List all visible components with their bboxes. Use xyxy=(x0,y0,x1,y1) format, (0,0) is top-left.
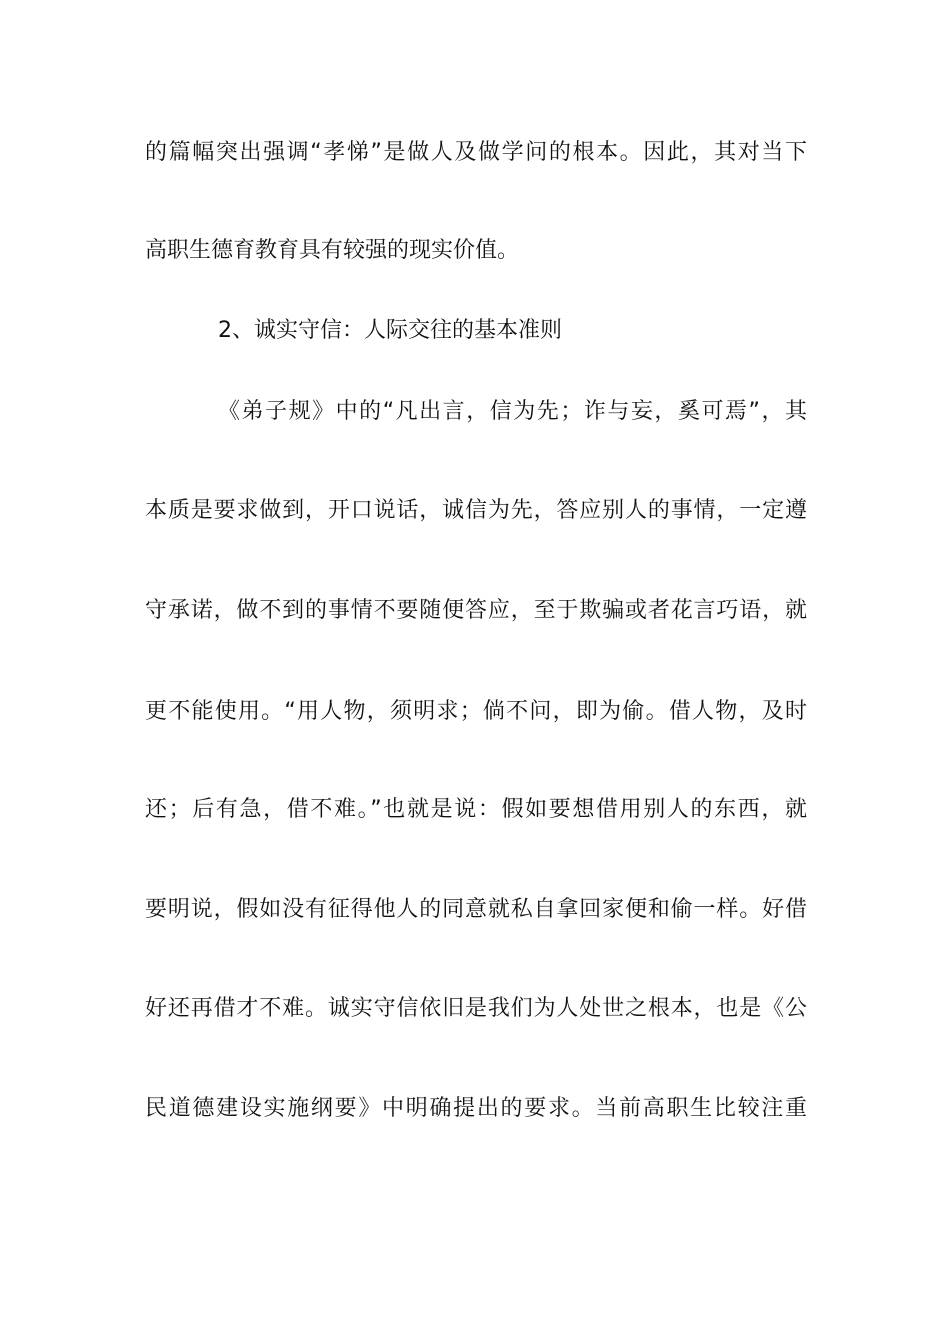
body-line: 好还再借才不难。诚实守信依旧是我们为人处世之根本，也是《公 xyxy=(145,996,807,1021)
body-line: 还；后有急，借不难。”也就是说：假如要想借用别人的东西，就 xyxy=(145,797,807,822)
section-heading: 2、诚实守信：人际交往的基本准则 xyxy=(218,318,562,343)
body-line: 高职生德育教育具有较强的现实价值。 xyxy=(145,238,520,263)
body-line: 更不能使用。“用人物，须明求；倘不问，即为偷。借人物，及时 xyxy=(145,699,807,724)
body-line: 守承诺，做不到的事情不要随便答应，至于欺骗或者花言巧语，就 xyxy=(145,598,807,623)
body-line: 本质是要求做到，开口说话，诚信为先，答应别人的事情，一定遵 xyxy=(145,498,807,523)
body-line: 《弟子规》中的“凡出言，信为先；诈与妄，奚可焉”，其 xyxy=(218,399,807,424)
body-line: 民道德建设实施纲要》中明确提出的要求。当前高职生比较注重 xyxy=(145,1096,807,1121)
body-line: 要明说，假如没有征得他人的同意就私自拿回家便和偷一样。好借 xyxy=(145,897,807,922)
body-line: 的篇幅突出强调“孝悌”是做人及做学问的根本。因此，其对当下 xyxy=(145,140,807,165)
